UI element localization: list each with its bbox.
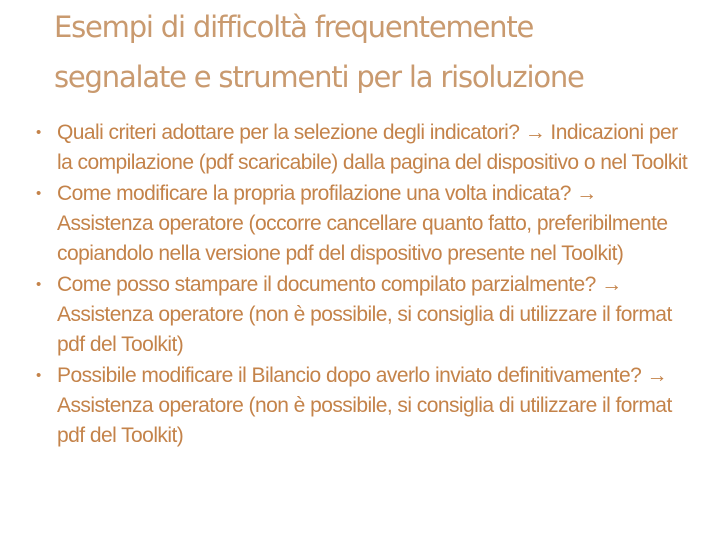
bullet-1-line-1: Quali criteri adottare per la selezione degli indicatori? → Indicazioni per: [57, 121, 678, 144]
bullet-3-line-3: pdf del Toolkit): [57, 333, 184, 356]
bullet-2-line-3: copiandolo nella versione pdf del dispositivo presente nel Toolkit): [57, 242, 624, 265]
bullet-item-2: [36, 179, 720, 269]
bullet-1-line-2: la compilazione (pdf scaricabile) dalla pagina del dispositivo o nel Toolkit: [57, 151, 688, 174]
bullet-list: [36, 118, 720, 452]
bullet-2-line-2: Assistenza operatore (occorre cancellare quanto fatto, preferibilmente: [57, 212, 668, 235]
bullet-3-line-1: Come posso stampare il documento compilato parzialmente? →: [57, 273, 622, 296]
bullet-4-line-2: Assistenza operatore (non è possibile, si consiglia di utilizzare il format: [57, 394, 672, 417]
bullet-2-line-1: Come modificare la propria profilazione una volta indicata? →: [57, 182, 597, 205]
bullet-dot: •: [36, 276, 41, 293]
bullet-item-4: [36, 361, 720, 451]
bullet-dot: •: [36, 185, 41, 202]
bullet-3-line-2: Assistenza operatore (non è possibile, si consiglia di utilizzare il format: [57, 303, 672, 326]
bullet-dot: •: [36, 124, 41, 141]
bullet-4-line-1: Possibile modificare il Bilancio dopo averlo inviato definitivamente? →: [57, 364, 667, 387]
bullet-dot: •: [36, 367, 41, 384]
bullet-item-1: [36, 118, 720, 178]
title-line-1: Esempi di difficoltà frequentemente: [54, 10, 534, 44]
slide-title: [54, 2, 714, 102]
bullet-item-3: [36, 270, 720, 360]
bullet-4-line-3: pdf del Toolkit): [57, 424, 184, 447]
title-line-2: segnalate e strumenti per la risoluzione: [54, 60, 584, 94]
